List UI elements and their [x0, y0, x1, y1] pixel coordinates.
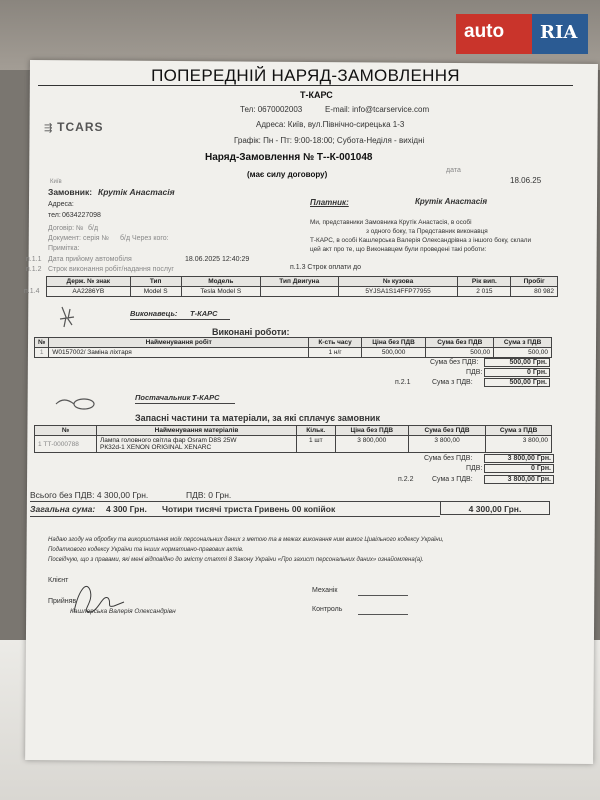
payer-name: Крутік Анастасія [415, 197, 488, 206]
parts-header-row [35, 426, 552, 436]
handwritten-signature [68, 572, 128, 618]
vehicle-engine [260, 287, 338, 297]
client-label: Клієнт [48, 577, 69, 584]
document-value: б/д Через кого: [120, 235, 169, 242]
parts-table [34, 425, 552, 453]
works-cell: 1 н/г [309, 348, 362, 358]
consent-line-3: Посвідчую, що з правами, які мені відповідно до змісту статті 8 Закону України «Про захист персональних даних» ознайомлена(а). [48, 557, 424, 563]
company-phone: Тел: 0670002003 [240, 105, 303, 114]
document-label: Документ: серія № [48, 235, 110, 242]
vehicle-header: Рік вип. [458, 277, 511, 287]
works-header: К-сть часу [309, 338, 362, 348]
works-sum-no-vat: 500,00 Грн. [484, 358, 550, 367]
parts-sum-no-vat: 3 800,00 Грн. [484, 454, 554, 463]
parts-header: Найменування матеріалів [97, 426, 297, 436]
document-title: ПОПЕРЕДНІЙ НАРЯД-ЗАМОВЛЕННЯ [38, 66, 573, 86]
works-header: Ціна без ПДВ [361, 338, 426, 348]
act-text-2: з одного боку, та Представник виконавця [366, 228, 488, 235]
tcars-logo [44, 120, 104, 134]
company-email: E-mail: info@tcarservice.com [325, 105, 430, 114]
parts-cell: 3 800,00 [486, 436, 552, 453]
vehicle-year: 2 015 [458, 287, 511, 297]
parts-cell: 1 шт [297, 436, 336, 453]
consent-line-1: Надаю згоду на обробку та використання моїх персональних даних з метою та в межах виконання ним вимог Цивільного кодексу України, [48, 537, 444, 543]
parts-vat-label: ПДВ: [466, 465, 483, 472]
parts-sum-vat-label: Сума з ПДВ: [432, 476, 473, 483]
parts-header: № [35, 426, 97, 436]
works-header: Сума з ПДВ [494, 338, 552, 348]
executor-label: Виконавець: [130, 309, 178, 318]
parts-cell: 3 800,000 [335, 436, 409, 453]
vehicle-header: № кузова [338, 277, 458, 287]
clause-1-4: п.1.4 [24, 288, 40, 295]
parts-sum-vat: 3 800,00 Грн. [484, 475, 554, 484]
act-text-4: цей акт про те, що Виконавцем були проведені такі роботи: [310, 246, 487, 253]
works-cell: 500,00 [494, 348, 552, 358]
consent-line-2: Податкового кодексу України та інших нормативно-правових актів. [48, 547, 244, 553]
total-value: 4 300 Грн. [106, 504, 147, 514]
supplier-name: Т-КАРС [192, 393, 220, 402]
vehicle-header: Модель [181, 277, 260, 287]
total-label: Загальна сума: [30, 504, 96, 514]
parts-cell [97, 436, 297, 453]
vehicle-header: Пробіг [511, 277, 558, 287]
works-cell: W0157002/ Заміна ліхтаря [49, 348, 309, 358]
works-header-row [35, 338, 552, 348]
works-clause: п.2.1 [395, 379, 411, 386]
vehicle-table [46, 276, 558, 297]
address-label: Адреса: [48, 201, 74, 208]
company-name: Т-КАРС [300, 90, 333, 100]
supplier-underline [135, 403, 235, 404]
vehicle-plate: AA2286YB [47, 287, 131, 297]
order-date: 18.06.25 [510, 176, 542, 185]
part-name-line-1: Лампа головного світла фар Osram D8S 25W [100, 437, 237, 444]
works-sum-vat-label: Сума з ПДВ: [432, 379, 473, 386]
reception-date: 18.06.2025 12:40:29 [185, 256, 250, 263]
company-address: Адреса: Київ, вул.Північно-сирецька 1-3 [256, 120, 405, 129]
clause-1-2: п.1.2 [26, 266, 42, 273]
vehicle-vin: 5YJSA1S14FFP77955 [338, 287, 458, 297]
parts-vat: 0 Грн. [484, 464, 554, 473]
vehicle-row [47, 287, 558, 297]
total-box: 4 300,00 Грн. [440, 501, 550, 515]
total-underline [30, 516, 440, 517]
order-subtitle: (має силу договору) [247, 170, 328, 179]
logo-mark-icon: ⇶ [44, 123, 58, 134]
parts-cell: 3 800,00 [409, 436, 486, 453]
works-header: Сума без ПДВ [426, 338, 494, 348]
parts-header: Кільк. [297, 426, 336, 436]
payment-term-label: п.1.3 Строк оплати до [290, 264, 362, 271]
watermark-auto: auto [456, 14, 532, 54]
payer-label: Платник: [310, 198, 349, 207]
works-vat: 0 Грн. [484, 368, 550, 377]
customer-phone: 0634227098 [62, 212, 101, 219]
control-signature-line [358, 614, 408, 615]
wrench-icon [56, 305, 82, 331]
date-label: дата [446, 167, 461, 174]
parts-sum-no-vat-label: Сума без ПДВ: [424, 455, 473, 462]
mechanic-signature-line [358, 595, 408, 596]
vehicle-model: Tesla Model S [181, 287, 260, 297]
vehicle-type: Model S [130, 287, 181, 297]
parts-title: Запасні частини та матеріали, за які сплачує замовник [135, 413, 380, 423]
parts-cell: 1 ТТ-0000788 [35, 436, 97, 453]
total-vat: ПДВ: 0 Грн. [186, 490, 232, 500]
act-text-1: Ми, представники Замовника Крутік Анастасія, в особі [310, 219, 472, 226]
works-cell: 500,00 [426, 348, 494, 358]
works-sum-no-vat-label: Сума без ПДВ: [430, 359, 479, 366]
works-vat-label: ПДВ: [466, 369, 483, 376]
total-no-vat: Всього без ПДВ: 4 300,00 Грн. [30, 490, 149, 500]
accepted-name: Кашлерська Валерія Олександрівн [70, 608, 176, 615]
parts-header: Ціна без ПДВ [335, 426, 409, 436]
vehicle-header: Тип [130, 277, 181, 287]
executor-underline [130, 319, 230, 320]
watermark-ria: RIA [532, 14, 588, 54]
customer-name: Крутік Анастасія [98, 187, 175, 197]
table-row [35, 348, 552, 358]
works-sum-vat: 500,00 Грн. [484, 378, 550, 387]
note-label: Примітка: [48, 245, 80, 252]
logo-text: TCARS [57, 120, 104, 134]
clause-1-1: п.1.1 [26, 256, 42, 263]
reception-date-label: Дата прийому автомобіля [48, 256, 132, 263]
customer-label: Замовник: [48, 187, 93, 197]
supplier-label: Постачальник : [135, 393, 195, 402]
part-name-line-2: РК32d-1 XENON ORIGINAL XENARC [100, 444, 212, 451]
company-schedule: Графік: Пн - Пт: 9:00-18:00; Субота-Неділя - вихідні [234, 136, 425, 145]
vehicle-header: Держ. № знак [47, 277, 131, 287]
parts-icon [54, 392, 100, 414]
executor-name: Т-КАРС [190, 309, 218, 318]
act-text-3: Т-КАРС, в особі Кашлерська Валерія Олександрівна з іншого боку, склали [310, 237, 532, 244]
works-cell: 1 [35, 348, 49, 358]
deadline-label: Строк виконання робіт/надання послуг [48, 266, 174, 273]
mechanic-label: Механік [312, 587, 338, 594]
vehicle-mileage: 80 982 [511, 287, 558, 297]
contract-value: б/д [88, 225, 99, 232]
order-title: Наряд-Замовлення № Т--К-001048 [205, 152, 373, 163]
total-words: Чотири тисячі триста Гривень 00 копійок [162, 504, 336, 514]
control-label: Контроль [312, 606, 343, 613]
city-label: Київ [50, 179, 62, 185]
parts-header: Сума без ПДВ [409, 426, 486, 436]
document-sheet [25, 60, 598, 764]
works-cell: 500,000 [361, 348, 426, 358]
contract-label: Договір: № [48, 225, 84, 232]
works-table [34, 337, 552, 358]
accepted-label: Прийняв [48, 598, 77, 605]
autoria-watermark [456, 14, 588, 54]
vehicle-header-row [47, 277, 558, 287]
works-header: № [35, 338, 49, 348]
table-row [35, 436, 552, 453]
vehicle-header: Тип Двигуна [260, 277, 338, 287]
works-title: Виконані роботи: [212, 327, 290, 337]
phone-label: тел: [48, 212, 61, 219]
works-header: Найменування робіт [49, 338, 309, 348]
parts-clause: п.2.2 [398, 476, 414, 483]
parts-header: Сума з ПДВ [486, 426, 552, 436]
